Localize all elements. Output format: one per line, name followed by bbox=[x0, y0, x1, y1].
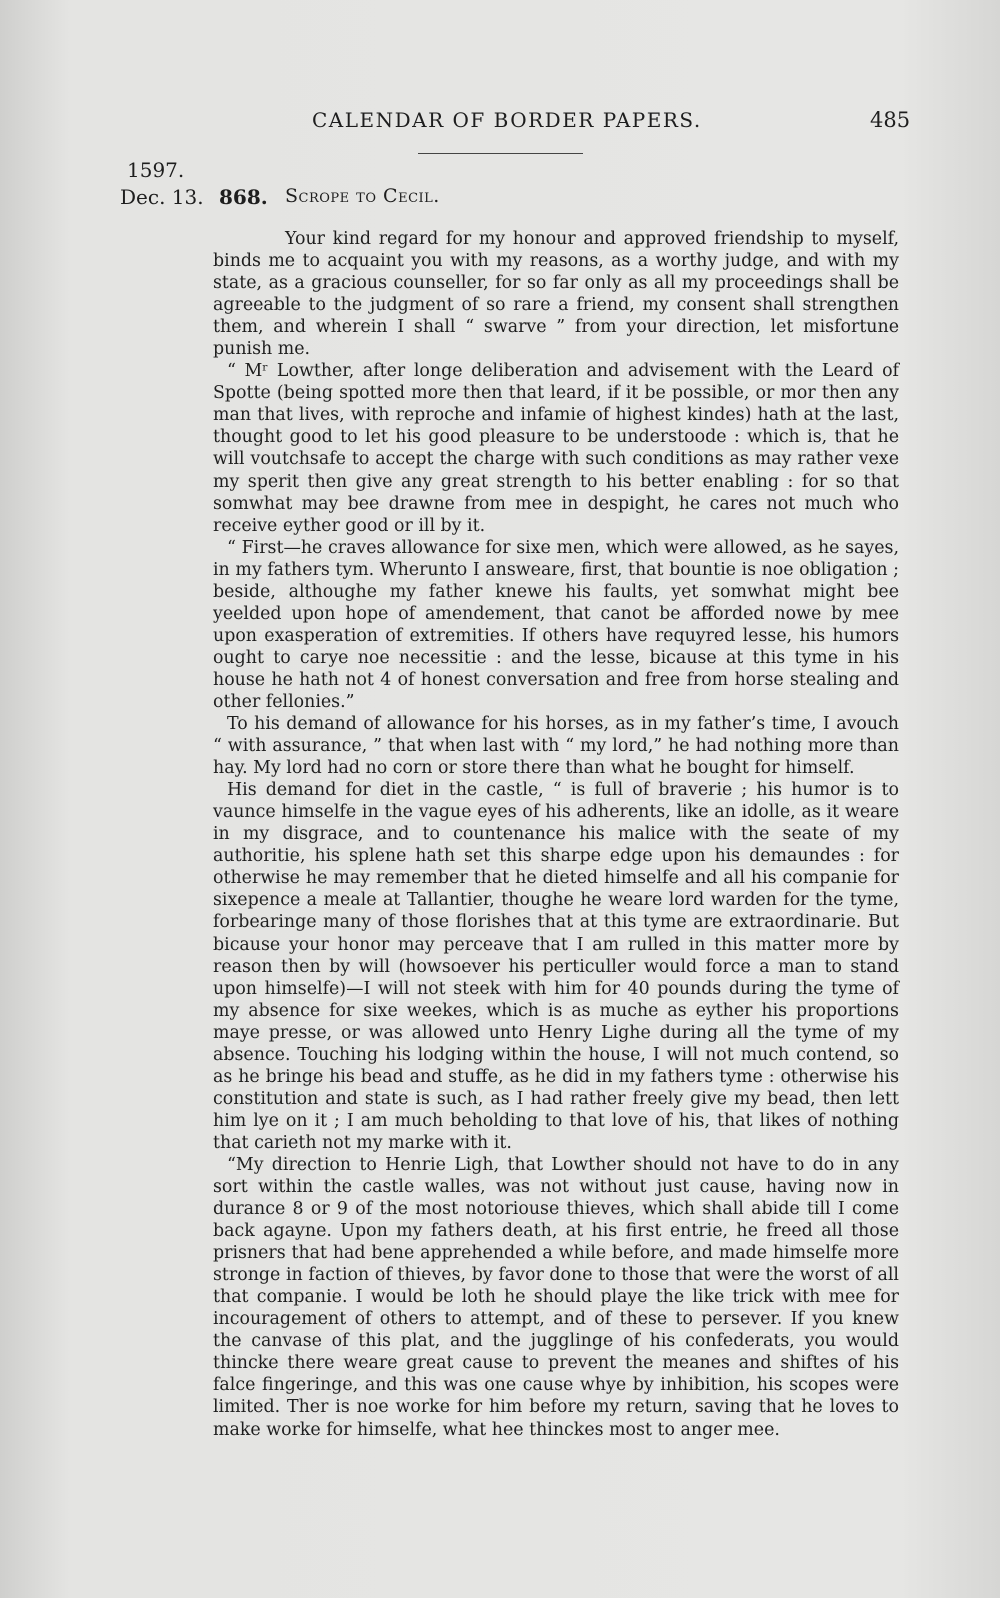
page-number: 485 bbox=[870, 108, 911, 132]
paragraph: To his demand of allowance for his horses, as in my father’s time, I avouch “ with assurance, ” that when last with “ my lord,” he had nothing more than hay. My lord had no corn or store there than what he bought for himself. bbox=[213, 714, 899, 779]
entry-year: 1597. bbox=[127, 158, 185, 182]
page-header bbox=[0, 108, 1000, 144]
paragraph: His demand for diet in the castle, “ is full of braverie ; his humor is to vaunce himselfe in the vague eyes of his adherents, like an idolle, as it weare in my disgrace, and to countenance his malice with the seate of my authoritie, his splene hath set this sharpe edge upon his demaundes : for otherwise he may remember that he dieted himselfe and all his companie for sixepence a meale at Tallantier, thoughe he weare lord warden for the tyme, forbearinge many of those florishes that at this tyme are extraordinarie. But bicause your honor may perceave that I am rulled in this matter more by reason then by will (howsoever his perticuller would force a man to stand upon himselfe)—I will not steek with him for 40 pounds during the tyme of my absence for sixe weekes, which is as muche as eyther his proportions maye presse, or was allowed unto Henry Lighe during all the tyme of my absence. Touching his lodging within the house, I will not much contend, so as he bringe his bead and stuffe, as he did in my fathers tyme : otherwise his constitution and state is such, as I had rather freely give my bead, then lett him lye on it ; I am much beholding to that love of his, that likes of nothing that carieth not my marke with it. bbox=[213, 780, 899, 1153]
header-rule bbox=[418, 153, 583, 154]
entry-title: Scrope to Cecil. bbox=[285, 185, 440, 207]
paragraph: Your kind regard for my honour and approved friendship to myself, binds me to acquaint you with my reasons, as a worthy judge, and with my state, as a gracious counseller, for so far only as all my proceedings shall be agreeable to the judgment of so rare a friend, my consent shall strengthen them, and wherein I shall “ swarve ” from your direction, let misfortune punish me. bbox=[213, 229, 899, 360]
paragraph: “ Mʳ Lowther, after longe deliberation and advisement with the Leard of Spotte (being spotted more then that leard, if it be possible, or mor then any man that lives, with reproche and infamie of highest kindes) hath at the last, thought good to let his good pleasure to be understoode : which is, that he will voutchsafe to accept the charge with such conditions as may rather vexe my sperit then give any great strength to his better enabling : for so that somwhat may bee drawne from mee in despight, he cares not much who receive eyther good or ill by it. bbox=[213, 361, 899, 536]
letter-body bbox=[213, 228, 899, 1441]
paragraph: “ First—he craves allowance for sixe men, which were allowed, as he sayes, in my fathers tym. Wherunto I answeare, first, that bountie is noe obligation ; beside, althoughe my father knewe his faults, yet somwhat might bee yeelded upon hope of amendement, that canot be afforded nowe by mee upon exasperation of extremities. If others have requyred lesse, his humors ought to carye noe necessitie : and the lesse, bicause at this tyme in his house he hath not 4 of honest conversation and free from horse stealing and other fellonies.” bbox=[213, 537, 899, 712]
running-title: CALENDAR OF BORDER PAPERS. bbox=[312, 108, 702, 132]
paragraph: “My direction to Henrie Ligh, that Lowther should not have to do in any sort within the castle walles, was not without just cause, having now in durance 8 or 9 of the most notoriouse thieves, which shall abide till I come back agayne. Upon my fathers death, at his first entrie, he freed all those prisners that had bene apprehended a while before, and made himselfe more stronge in faction of thieves, by favor done to those that were the worst of all that companie. I would be loth he should playe the like trick with mee for incouragement of others to attempt, and of these to persever. If you knew the canvase of this plat, and the jugglinge of his confederats, you would thincke there weare great cause to prevent the meanes and shiftes of his falce fingeringe, and this was one cause whye by inhibition, his scopes were limited. Ther is noe worke for him before my return, saving that he loves to make worke for himselfe, what hee thinckes most to anger mee. bbox=[213, 1154, 899, 1440]
entry-number: 868. bbox=[219, 185, 268, 209]
entry-date: Dec. 13. bbox=[120, 185, 204, 209]
